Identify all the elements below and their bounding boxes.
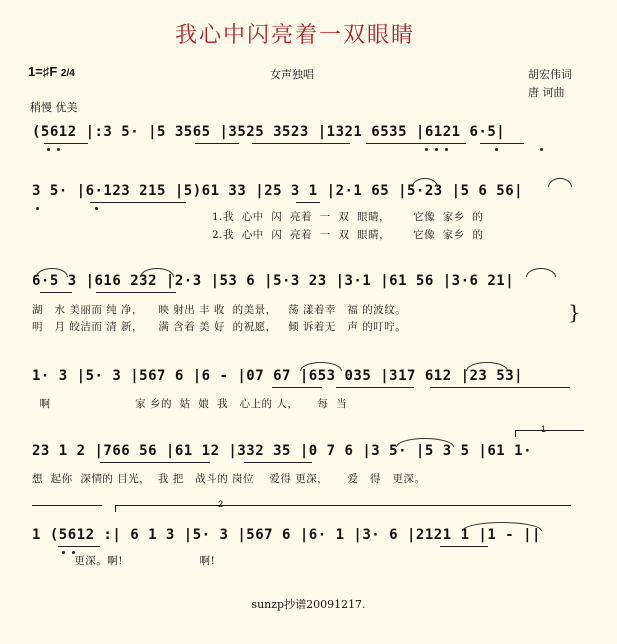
volta-label-1: 1: [541, 424, 547, 434]
octave-dot: [95, 207, 98, 210]
octave-dot: [36, 207, 39, 210]
beam: [100, 462, 210, 463]
lyric-line-6: 更深。啊! 啊!: [32, 555, 216, 567]
notation-line-3: 6·5 3 |616 232 |2·3 |53 6 |5·3 23 |3·1 |61 56 |3·6 21|: [32, 273, 515, 289]
performance-type: 女声独唱: [270, 68, 314, 81]
lyricist-credit: 胡宏伟词: [528, 68, 572, 81]
composer-credit: 唐 诃曲: [528, 86, 565, 99]
notation-line-6: 1 (5612 :| 6 1 3 |5· 3 |567 6 |6· 1 |3· 6 |2121 1 |1 - ||: [32, 527, 541, 543]
octave-dot: [57, 148, 60, 151]
octave-dot: [47, 148, 50, 151]
slur: [396, 438, 454, 447]
volta-bracket-1-continued: [32, 505, 102, 512]
slur: [462, 522, 542, 531]
slur: [548, 178, 572, 187]
octave-dot: [425, 148, 428, 151]
volta-bracket-2: [115, 505, 571, 512]
beam: [44, 143, 88, 144]
beam: [244, 462, 312, 463]
octave-dot: [540, 148, 543, 151]
song-title: 我心中闪亮着一双眼睛: [174, 23, 415, 48]
slur: [140, 268, 174, 277]
slur: [466, 362, 508, 371]
transcriber-note: sunzp抄谱20091217.: [251, 598, 366, 611]
octave-dot: [445, 148, 448, 151]
time-signature: 2/4: [60, 68, 75, 79]
verse-brace: }: [568, 300, 581, 324]
beam: [480, 143, 524, 144]
slur: [300, 362, 342, 371]
slur: [412, 178, 438, 187]
beam: [440, 546, 488, 547]
notation-line-1: (5612 |:3 5· |5 3565 |3525 3523 |1321 6535 |6121 6·5|: [32, 124, 506, 140]
volta-label-2: 2: [218, 499, 224, 509]
beam: [272, 387, 322, 388]
beam: [195, 143, 239, 144]
lyric-line-2-verse-1: 1.我 心中 闪 亮着 一 双 眼睛， 它像 家乡 的: [212, 211, 484, 223]
beam: [336, 387, 414, 388]
beam: [58, 546, 100, 547]
beam: [366, 143, 466, 144]
beam: [90, 202, 186, 203]
octave-dot: [72, 551, 75, 554]
notation-line-2: 3 5· |6·123 215 |5)61 33 |25 3 1 |2·1 65 |5·23 |5 6 56|: [32, 183, 524, 199]
lyric-line-4: 啊 家 乡的 姑 娘 我 心上的 人， 每 当: [32, 398, 348, 410]
notation-line-5: 23 1 2 |766 56 |61 12 |332 35 |0 7 6 |3 5· |5 3 5 |61 1·: [32, 443, 533, 459]
lyric-line-5: 想 起你 深情的 目光， 我 把 战斗的 岗位 爱得 更深， 爱 得 更深。: [32, 473, 426, 485]
lyric-line-3-verse-2: 明 月 皎洁而 清 新， 满 含着 美 好 的祝愿， 倾 诉着无 声 的叮咛。: [32, 321, 407, 333]
beam: [252, 143, 350, 144]
lyric-line-2-verse-2: 2.我 心中 闪 亮着 一 双 眼睛， 它像 家乡 的: [212, 229, 484, 241]
lyric-line-3-verse-1: 湖 水 美丽而 纯 净， 映 射出 丰 收 的美景， 荡 漾着幸 福 的波纹。: [32, 304, 407, 316]
beam: [430, 387, 570, 388]
beam: [296, 202, 320, 203]
octave-dot: [62, 551, 65, 554]
volta-bracket-1: [515, 430, 584, 437]
tempo-marking: 稍慢 优美: [30, 101, 78, 114]
octave-dot: [495, 148, 498, 151]
octave-dot: [435, 148, 438, 151]
slur: [36, 268, 68, 277]
key-signature: [28, 64, 75, 79]
key-label: 1=♯F: [28, 64, 58, 79]
beam: [96, 292, 176, 293]
slur: [526, 268, 556, 277]
notation-line-4: 1· 3 |5· 3 |567 6 |6 - |07 67 |653 035 |317 612 |23 53|: [32, 368, 524, 384]
beam: [40, 292, 72, 293]
